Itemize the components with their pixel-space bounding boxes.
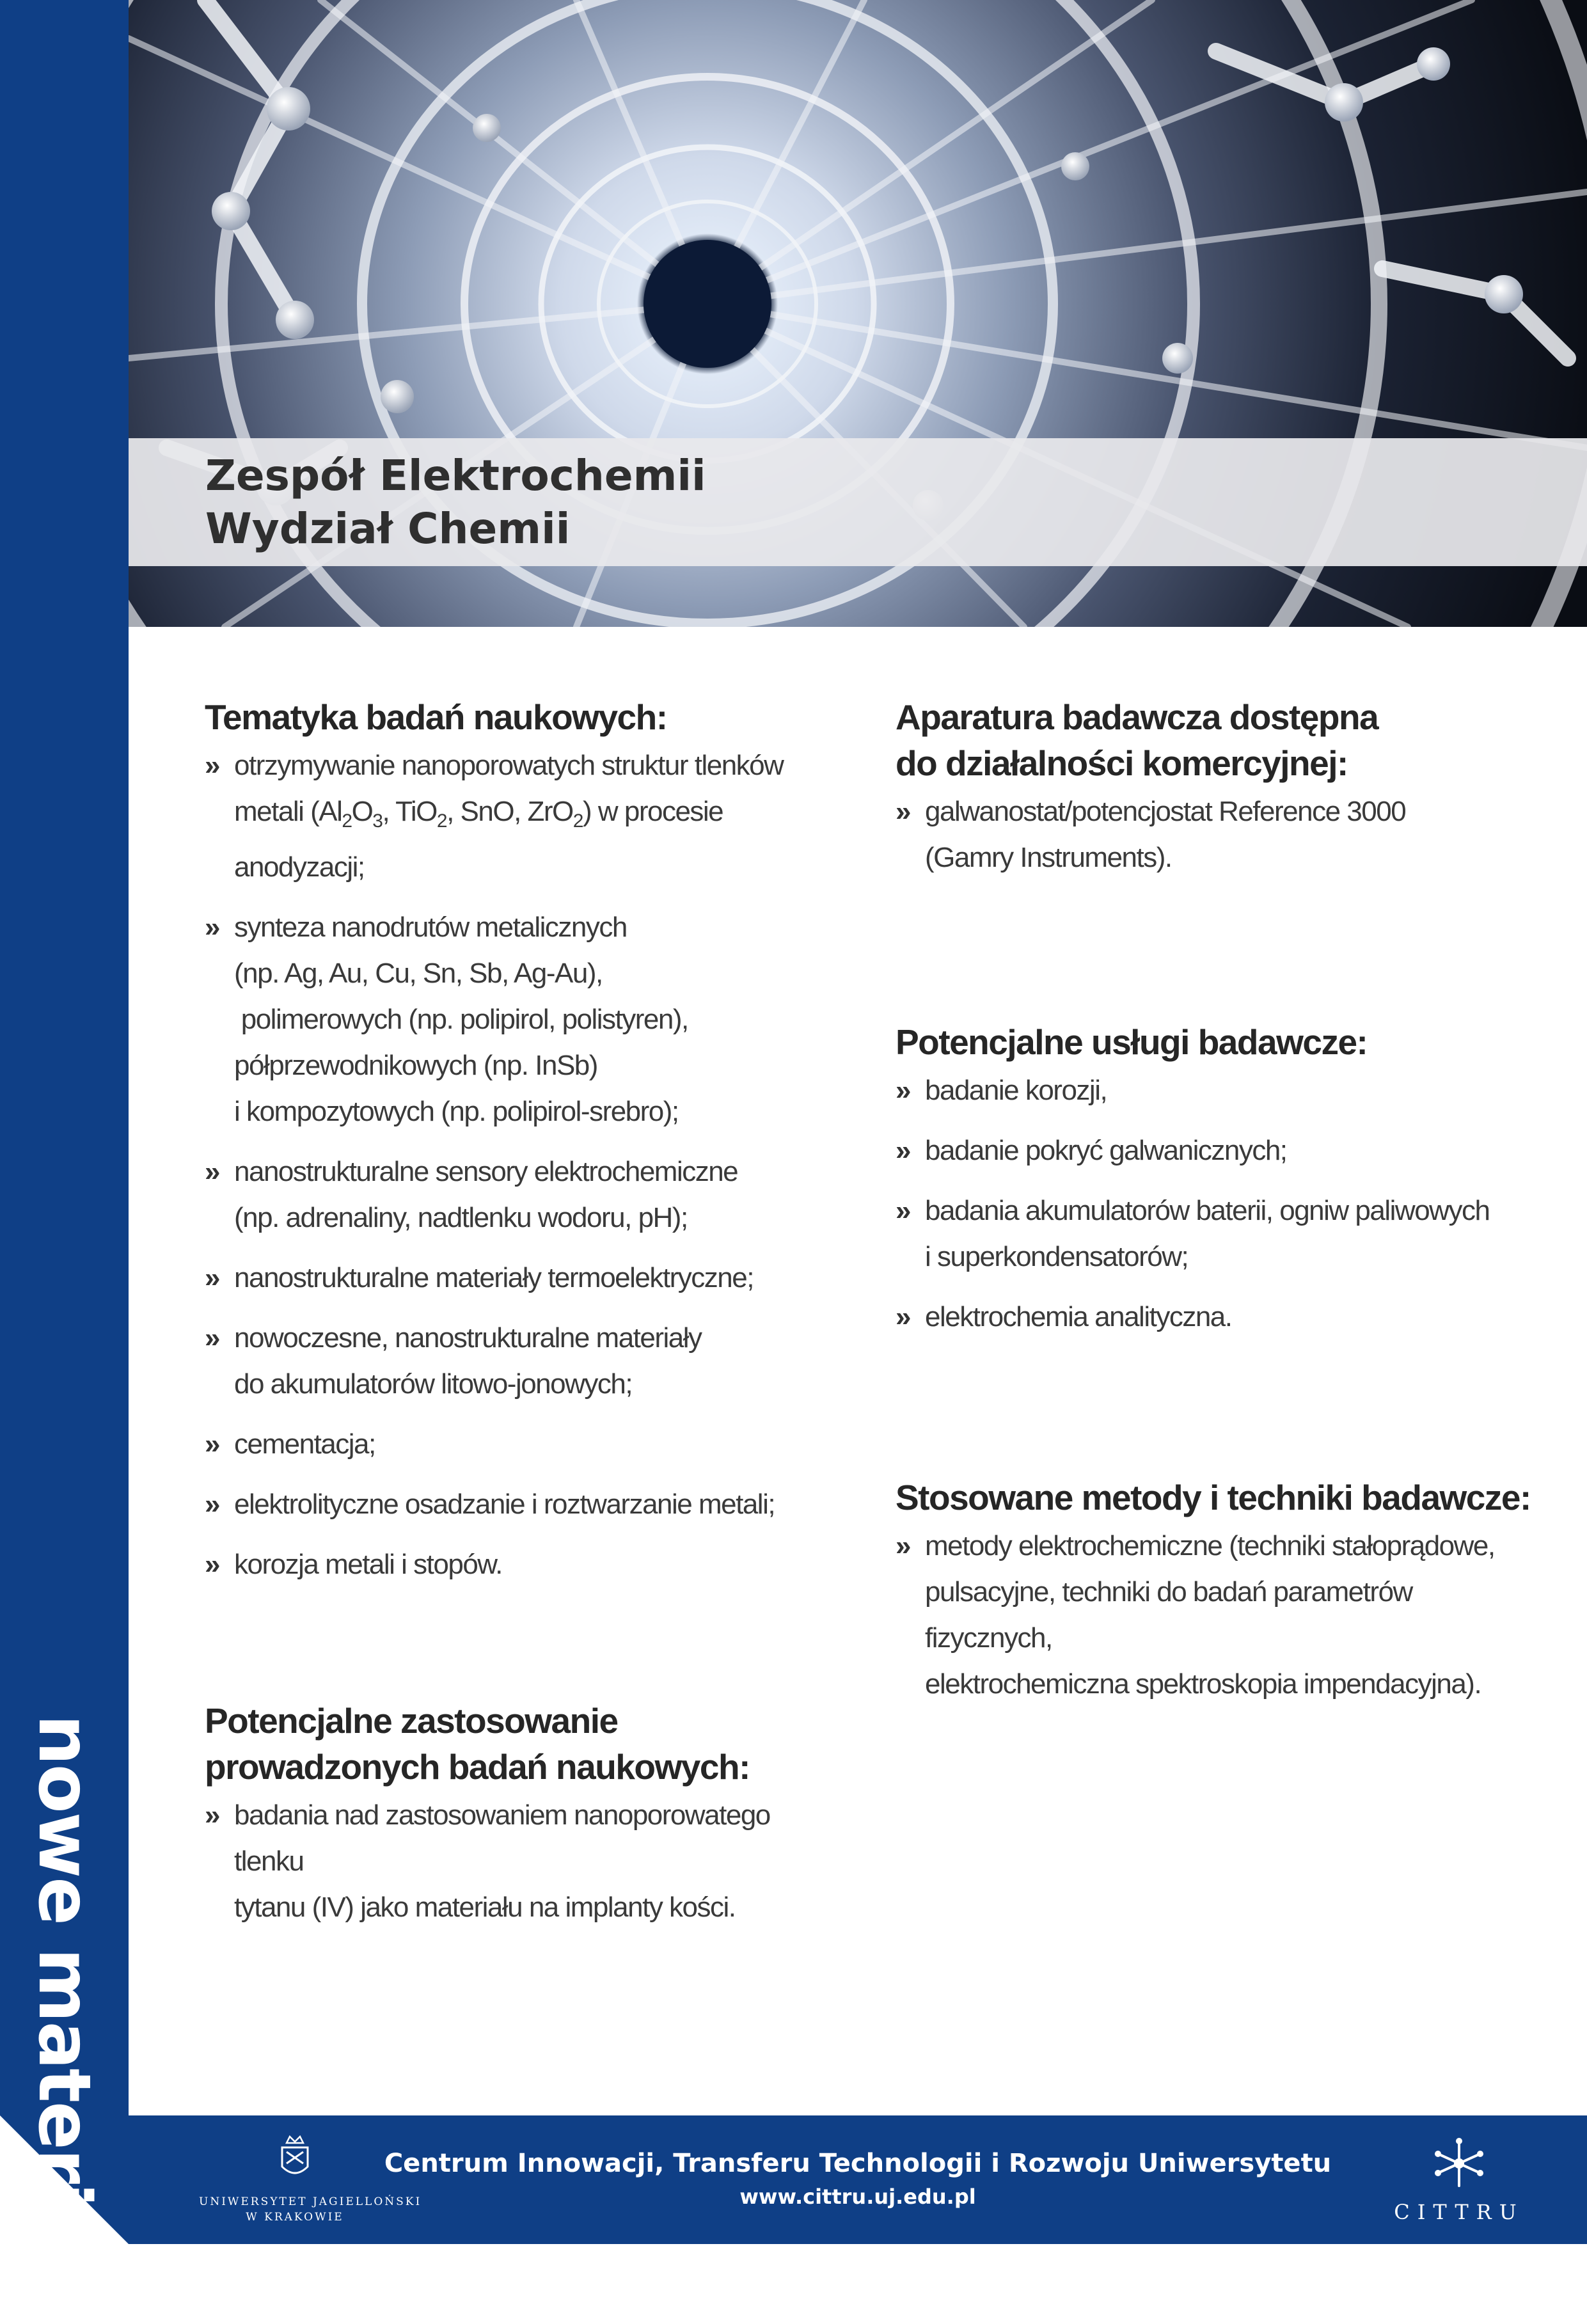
side-label: nowe materiały xyxy=(22,1714,106,2324)
applications-list xyxy=(205,1792,844,1931)
list-item: » badanie pokryć galwanicznych; xyxy=(896,1128,1535,1174)
nanotube-illustration xyxy=(129,0,1587,627)
list-item: » otrzymywanie nanoporowatych struktur tlenków metali ($Al_2O_3$, TiO$_2$, SnO, ZrO$_2$) w procesie anodyzacji; xyxy=(205,743,844,890)
list-item: » elektrolityczne osadzanie i roztwarzanie metali; xyxy=(205,1482,844,1528)
list-item: » cementacja; xyxy=(205,1421,844,1467)
cittru-url[interactable]: www.cittru.uj.edu.pl xyxy=(739,2185,976,2209)
list-item: » badanie korozji, xyxy=(896,1068,1535,1114)
research-topics-heading: Tematyka badań naukowych: xyxy=(205,697,667,737)
bullet-icon: » xyxy=(205,750,219,781)
corner-fold xyxy=(0,2115,129,2244)
bullet-icon: » xyxy=(896,1195,910,1226)
left-column xyxy=(205,694,844,1945)
bullet-icon: » xyxy=(205,912,219,943)
bullet-icon: » xyxy=(205,1262,219,1293)
methods-section xyxy=(896,1474,1535,1721)
bullet-icon: » xyxy=(896,1301,910,1332)
research-topics-list xyxy=(205,743,844,1588)
list-item: » nanostrukturalne materiały termoelektryczne; xyxy=(205,1255,844,1301)
bullet-icon: » xyxy=(896,1530,910,1561)
list-item: » nowoczesne, nanostrukturalne materiały do akumulatorów litowo-jonowych; xyxy=(205,1315,844,1407)
equipment-section xyxy=(896,694,1535,895)
bullet-icon: » xyxy=(896,1135,910,1166)
services-section xyxy=(896,1019,1535,1354)
bullet-icon: » xyxy=(205,1799,219,1831)
bullet-icon: » xyxy=(205,1549,219,1580)
uj-logo xyxy=(199,2131,422,2234)
list-item: » nanostrukturalne sensory elektrochemiczne (np. adrenaliny, nadtlenku wodoru, pH); xyxy=(205,1149,844,1241)
services-list xyxy=(896,1068,1535,1340)
bullet-icon: » xyxy=(205,1489,219,1520)
services-heading: Potencjalne usługi badawcze: xyxy=(896,1022,1368,1062)
cittru-star-icon xyxy=(1430,2135,1488,2192)
list-item: » badania akumulatorów baterii, ogniw paliwowych i superkondensatorów; xyxy=(896,1188,1535,1280)
uj-name: UNIWERSYTET JAGIELLOŃSKI xyxy=(199,2195,422,2208)
list-item: » metody elektrochemiczne (techniki stałoprądowe, pulsacyjne, techniki do badań parametrów fizycznych, elektrochemiczna spektroskopia impendacyjna). xyxy=(896,1523,1535,1707)
list-item: » elektrochemia analityczna. xyxy=(896,1294,1535,1340)
list-item: » korozja metali i stopów. xyxy=(205,1542,844,1588)
cittru-full-name: Centrum Innowacji, Transferu Technologii i Rozwoju Uniwersytetu xyxy=(384,2149,1332,2178)
cittru-name: CITTRU xyxy=(1394,2200,1524,2224)
team-title: Zespół Elektrochemii xyxy=(205,451,706,500)
faculty-title: Wydział Chemii xyxy=(205,504,571,553)
side-band xyxy=(0,0,129,2324)
list-item: » synteza nanodrutów metalicznych (np. Ag, Au, Cu, Sn, Sb, Ag-Au), polimerowych (np. polipirol, polistyren), półprzewodnikowych (np. InSb) i kompozytowych (np. polipirol-srebro); xyxy=(205,905,844,1135)
list-item: » galwanostat/potencjostat Reference 3000 (Gamry Instruments). xyxy=(896,789,1535,881)
methods-list xyxy=(896,1523,1535,1707)
bullet-icon: » xyxy=(896,796,910,827)
applications-heading: Potencjalne zastosowanie prowadzonych badań naukowych: xyxy=(205,1701,750,1787)
bullet-icon: » xyxy=(205,1156,219,1187)
uj-city: W KRAKOWIE xyxy=(246,2211,344,2224)
equipment-list xyxy=(896,789,1535,881)
cittru-logo xyxy=(1363,2135,1555,2237)
title-band xyxy=(129,438,1587,566)
bullet-icon: » xyxy=(205,1428,219,1460)
methods-heading: Stosowane metody i techniki badawcze: xyxy=(896,1478,1531,1517)
bullet-icon: » xyxy=(205,1322,219,1354)
equipment-heading: Aparatura badawcza dostępna do działalności komercyjnej: xyxy=(896,697,1378,783)
list-item: » badania nad zastosowaniem nanoporowatego tlenku tytanu (IV) jako materiału na implanty kości. xyxy=(205,1792,844,1931)
bullet-icon: » xyxy=(896,1075,910,1106)
footer xyxy=(129,2115,1587,2244)
